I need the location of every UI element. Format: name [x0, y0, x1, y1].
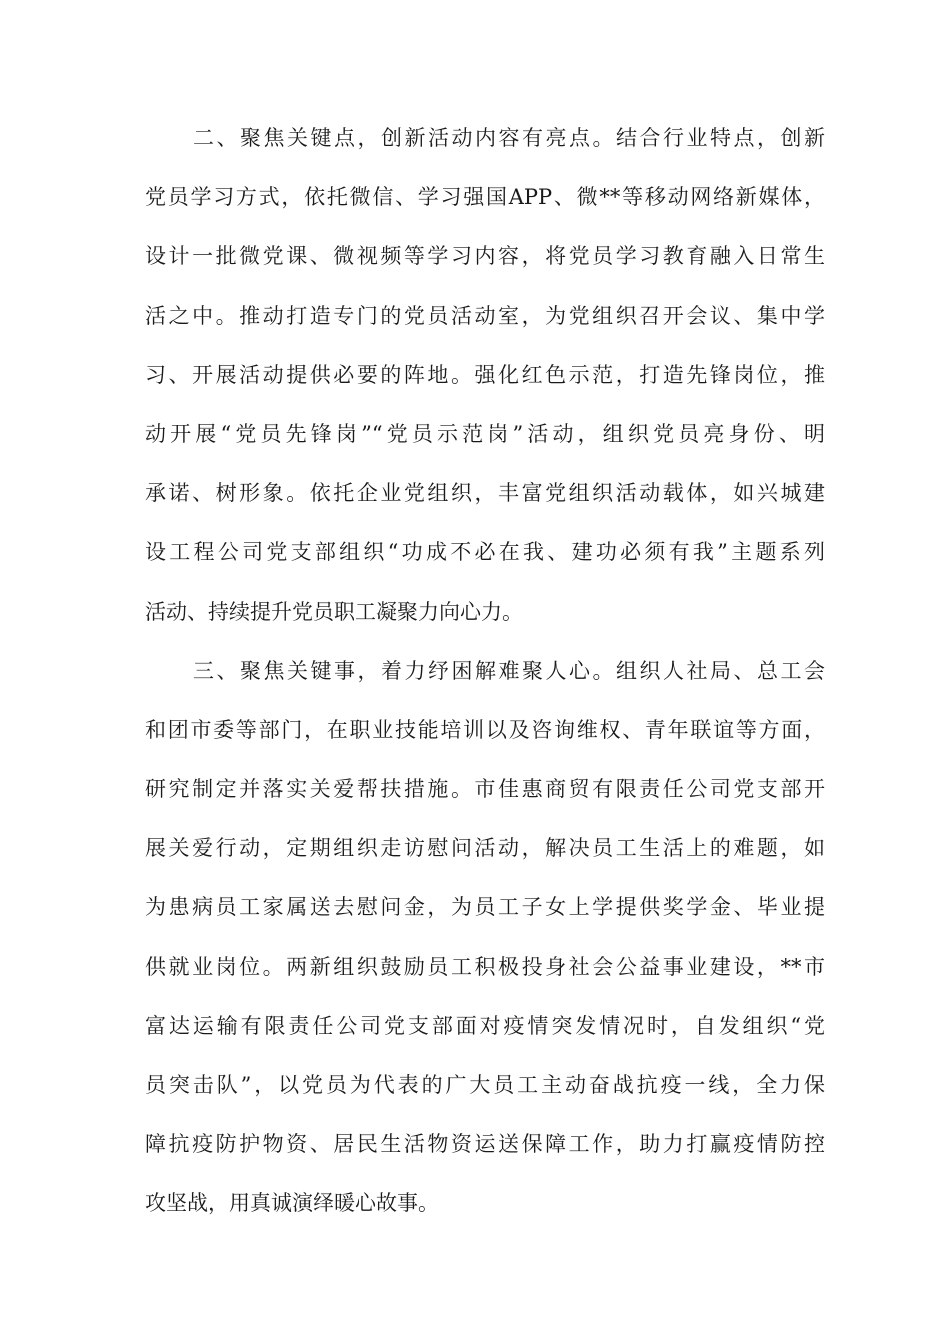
paragraph-line: 活之中。推动打造专门的党员活动室，为党组织召开会议、集中学	[145, 303, 825, 328]
paragraph-line: 动开展“党员先锋岗”“党员示范岗”活动，组织党员亮身份、明	[145, 421, 825, 446]
paragraph-line: 习、开展活动提供必要的阵地。强化红色示范，打造先锋岗位，推	[145, 362, 825, 387]
paragraph-line: 设工程公司党支部组织“功成不必在我、建功必须有我”主题系列	[145, 540, 825, 565]
paragraph-line: 障抗疫防护物资、居民生活物资运送保障工作，助力打赢疫情防控	[145, 1132, 825, 1157]
paragraph-line: 三、聚焦关键事，着力纾困解难聚人心。组织人社局、总工会	[193, 658, 825, 683]
paragraph-line: 供就业岗位。两新组织鼓励员工积极投身社会公益事业建设，**市	[145, 954, 825, 979]
paragraph-line: 设计一批微党课、微视频等学习内容，将党员学习教育融入日常生	[145, 244, 825, 269]
paragraph-line: 富达运输有限责任公司党支部面对疫情突发情况时，自发组织“党	[145, 1013, 825, 1038]
paragraph-line: 活动、持续提升党员职工凝聚力向心力。	[145, 599, 523, 624]
paragraph-three	[145, 657, 825, 1219]
paragraph-line: 党员学习方式，依托微信、学习强国APP、微**等移动网络新媒体，	[145, 185, 825, 210]
paragraph-line: 和团市委等部门，在职业技能培训以及咨询维权、青年联谊等方面，	[145, 717, 825, 742]
paragraph-line: 攻坚战，用真诚演绎暖心故事。	[145, 1191, 439, 1216]
paragraph-line: 为患病员工家属送去慰问金，为员工子女上学提供奖学金、毕业提	[145, 895, 825, 920]
paragraph-line: 展关爱行动，定期组织走访慰问活动，解决员工生活上的难题，如	[145, 836, 825, 861]
paragraph-line: 研究制定并落实关爱帮扶措施。市佳惠商贸有限责任公司党支部开	[145, 777, 825, 802]
paragraph-line: 员突击队”，以党员为代表的广大员工主动奋战抗疫一线，全力保	[145, 1073, 825, 1097]
paragraph-line: 二、聚焦关键点，创新活动内容有亮点。结合行业特点，创新	[193, 126, 825, 150]
paragraph-two	[145, 124, 825, 627]
document-body	[145, 124, 825, 1249]
paragraph-line: 承诺、树形象。依托企业党组织，丰富党组织活动载体，如兴城建	[145, 481, 825, 506]
